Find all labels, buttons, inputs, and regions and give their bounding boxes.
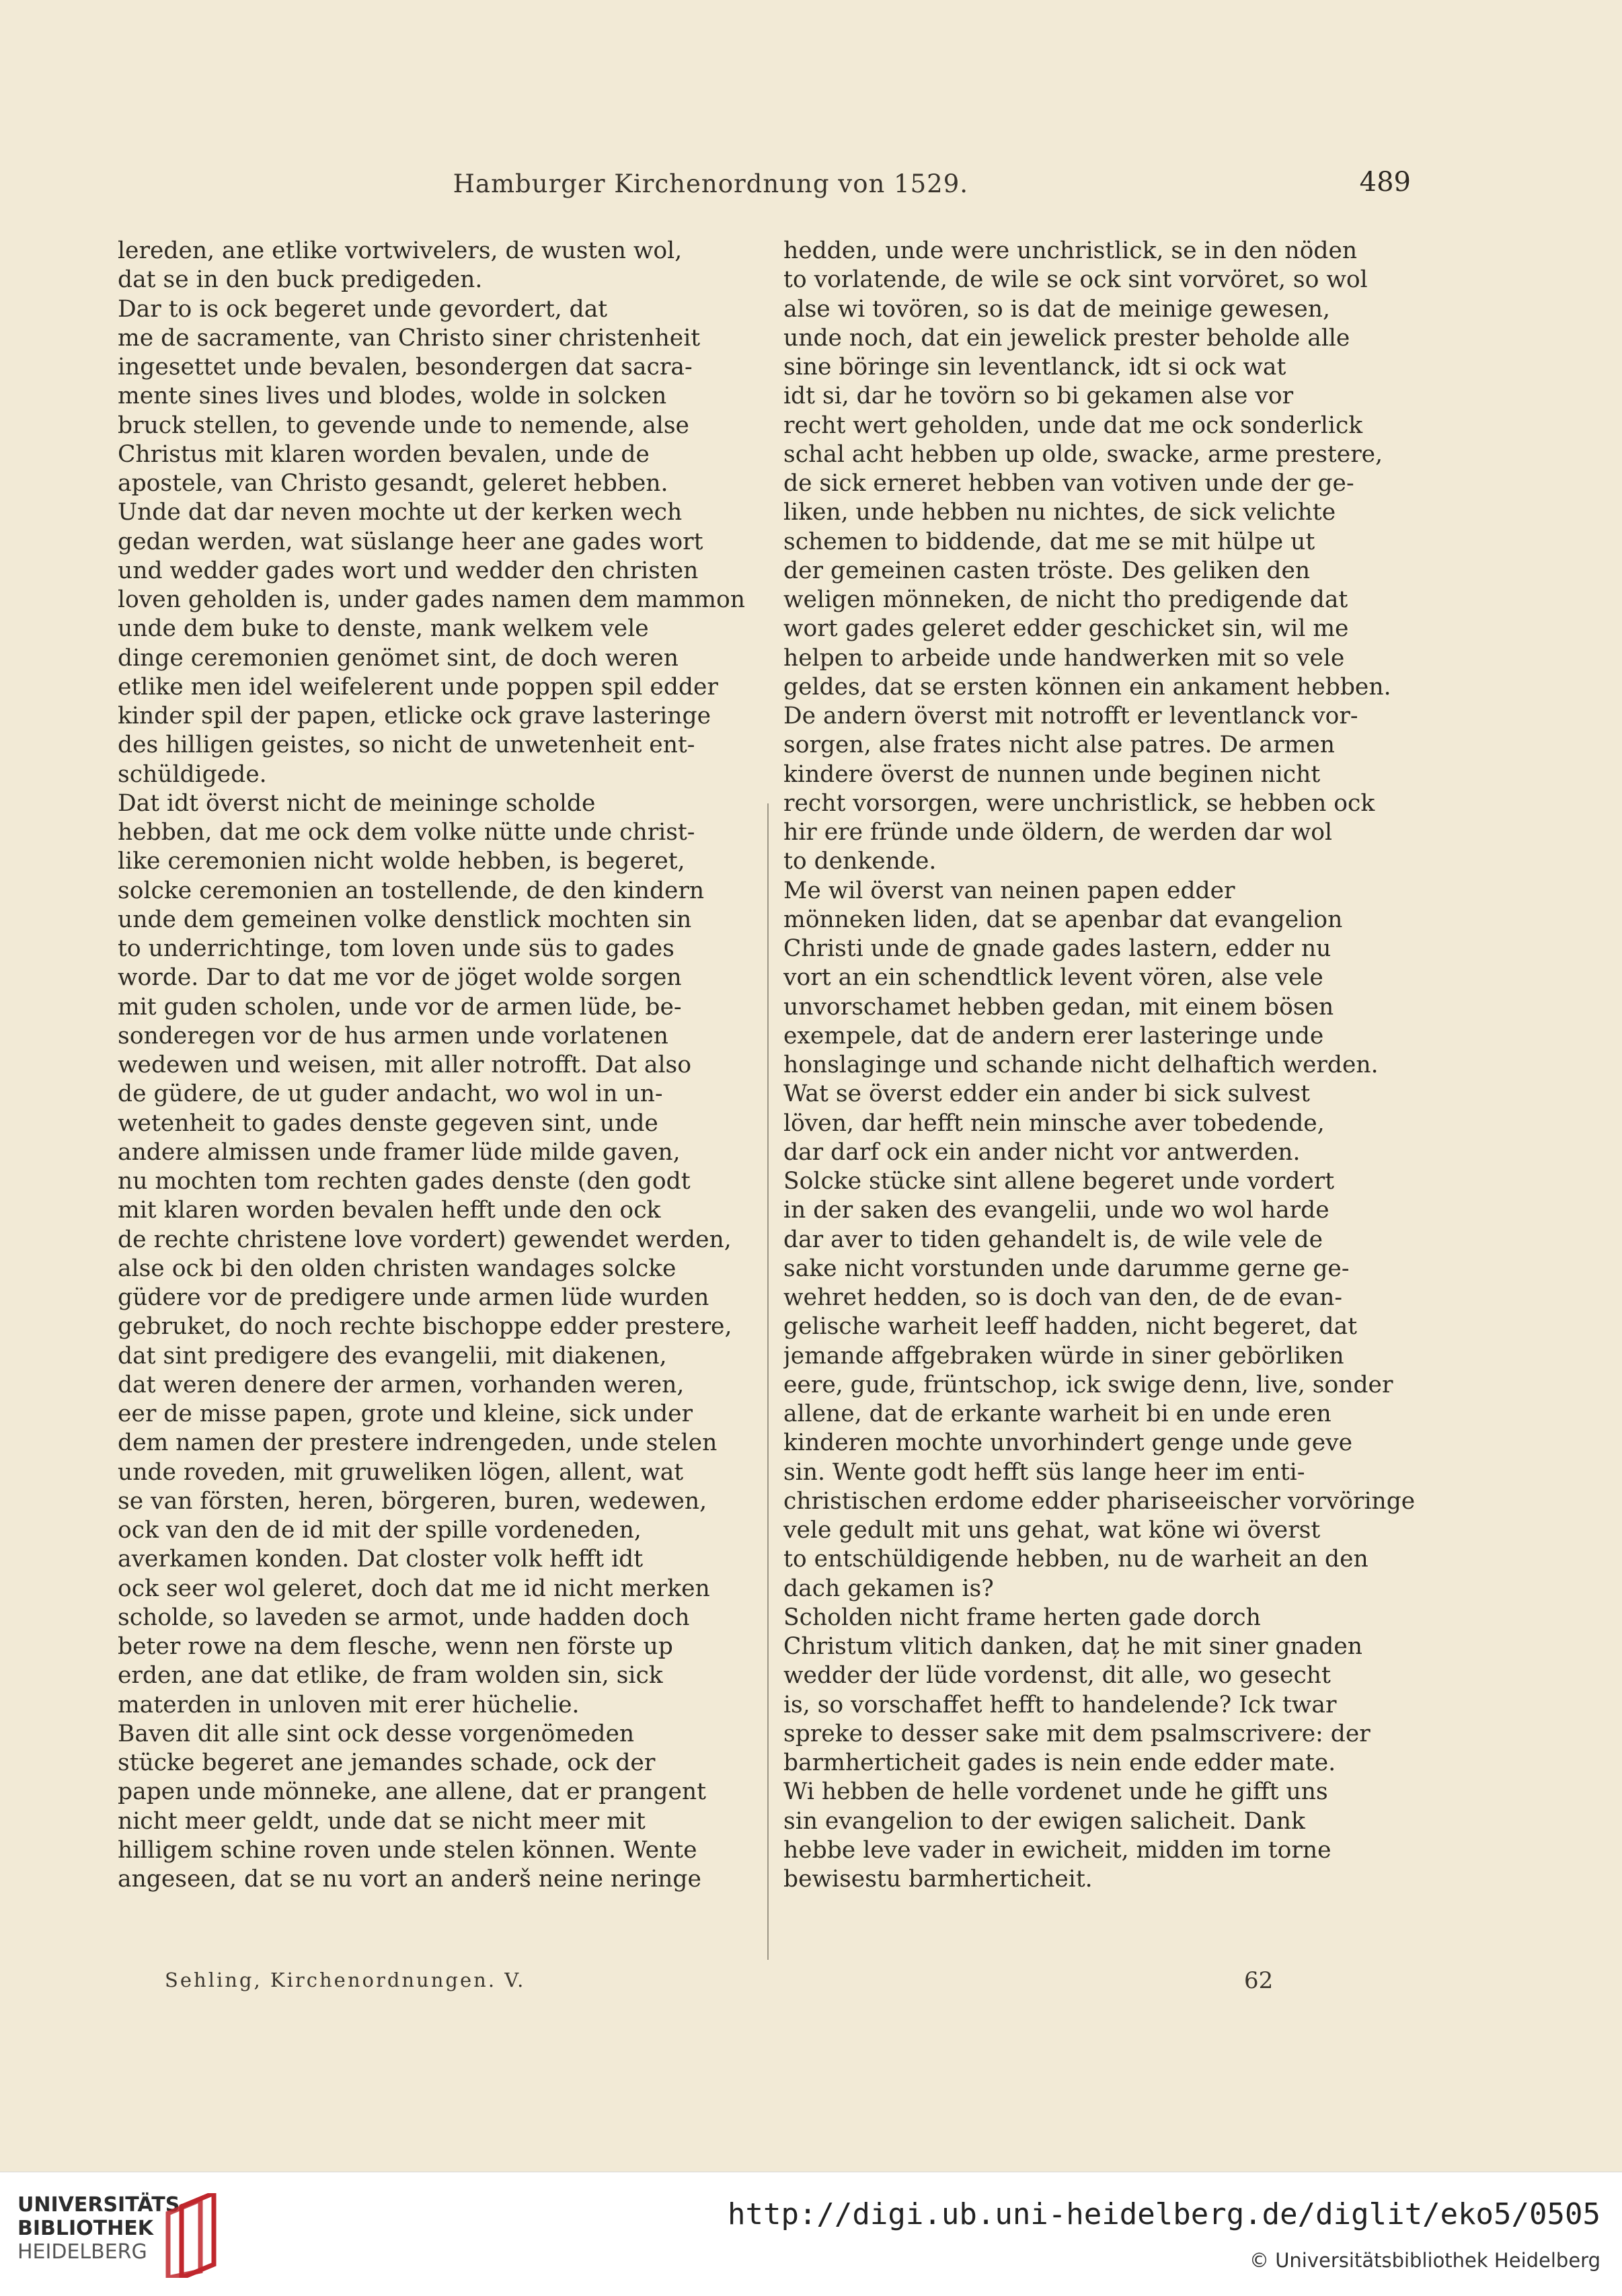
text-line: scholde, so laveden se armot, unde hadden doch [118,1604,690,1631]
column-rule [767,803,769,1960]
signature-mark: Sehling, Kirchenordnungen. V. [165,1969,526,1991]
sheet-number: 62 [1244,1967,1274,1994]
text-line: schemen to biddende, dat me se mit hülpe ut [783,528,1315,555]
text-line: ock seer wol geleret, doch dat me id nicht merken [118,1575,710,1602]
text-line: dat sint predigere des evangelii, mit diakenen, [118,1342,667,1370]
text-line: des hilligen geistes, so nicht de unwetenheit ent- [118,731,695,759]
text-line: lereden, ane etlike vortwivelers, de wusten wol, [118,237,683,264]
text-line: schüldigede. [118,760,267,788]
text-line: weligen mönneken, de nicht tho predigende dat [783,586,1348,613]
text-line: Christi unde de gnade gades lastern, edder nu [783,935,1331,962]
text-line: alse wi tovören, so is dat de meinige gewesen, [783,295,1330,323]
text-line: mit klaren worden bevalen hefft unde den ock [118,1197,661,1224]
text-line: sake nicht vorstunden unde darumme gerne ge- [783,1255,1350,1282]
text-line: hir ere fründe unde öldern, de werden dar wol [783,819,1333,846]
text-line: Christum vlitich danken, daț he mit siner gnaden [783,1633,1363,1660]
text-line: geldes, dat se ersten können ein ankament hebben. [783,673,1391,701]
text-line: mit guden scholen, unde vor de armen lüde, be- [118,993,682,1021]
text-line: nu mochten tom rechten gades denste (den godt [118,1168,691,1195]
text-line: der gemeinen casten tröste. Des geliken den [783,557,1311,584]
text-line: worde. Dar to dat me vor de jöget wolde sorgen [118,964,682,992]
text-line: sonderegen vor de hus armen unde vorlatenen [118,1022,668,1050]
text-line: sorgen, alse frates nicht alse patres. De armen [783,731,1335,759]
text-line: sin. Wente godt hefft süs lange heer im enti- [783,1458,1305,1486]
text-line: hedden, unde were unchristlick, se in den nöden [783,237,1358,264]
text-line: sin evangelion to der ewigen salicheit. Dank [783,1807,1305,1835]
text-line: to entschüldigende hebben, nu de warheit an den [783,1546,1368,1573]
text-line: me de sacramente, van Christo siner christenheit [118,324,701,352]
left-column [118,237,750,1894]
right-column [783,237,1416,1894]
text-line: beter rowe na dem flesche, wenn nen förste up [118,1633,673,1660]
viewer-footer [0,2172,1622,2296]
text-line: to denkende. [783,848,937,875]
text-line: liken, unde hebben nu nichtes, de sick velichte [783,499,1336,526]
text-line: schal acht hebben up olde, swacke, arme prestere, [783,440,1383,468]
text-line: wedewen und weisen, mit aller notrofft. Dat also [118,1052,691,1078]
text-line: recht vorsorgen, were unchristlick, se hebben ock [783,789,1375,817]
text-line: hilligem schine roven unde stelen können. Wente [118,1836,697,1864]
text-line: sine böringe sin leventlanck, idt si ock wat [783,354,1286,381]
text-line: is, so vorschaffet hefft to handelende? Ick twar [783,1691,1337,1718]
text-line: bewisestu barmherticheit. [783,1866,1093,1893]
text-line: unde dem gemeinen volke denstlick mochten sin [118,906,692,933]
text-line: De andern överst mit notrofft er leventlanck vor- [783,703,1358,729]
text-line: Me wil överst van neinen papen edder [783,877,1235,904]
text-line: papen unde mönneke, ane allene, dat er prangent [118,1778,706,1806]
logo-line-1: UNIVERSITÄTS- [17,2193,188,2217]
text-line: mönneken liden, dat se apenbar dat evangelion [783,906,1343,933]
text-line: Wat se överst edder ein ander bi sick sulvest [783,1080,1310,1108]
text-line: ingesettet unde bevalen, besondergen dat sacra- [118,354,693,381]
text-line: Solcke stücke sint allene begeret unde vordert [783,1168,1335,1195]
text-line: de güdere, de ut guder andacht, wo wol in un- [118,1080,663,1108]
permalink-url[interactable]: http://digi.ub.uni-heidelberg.de/diglit/eko5/0505 [727,2197,1600,2231]
text-line: Scholden nicht frame herten gade dorch [783,1604,1261,1631]
text-line: spreke to desser sake mit dem psalmscrivere: der [783,1720,1370,1747]
text-line: dat se in den buck predigeden. [118,266,483,294]
logo-line-2: BIBLIOTHEK [17,2217,153,2240]
text-line: andere almissen unde framer lüde milde gaven, [118,1138,681,1166]
text-line: barmherticheit gades is nein ende edder mate. [783,1749,1336,1776]
text-line: löven, dar hefft nein minsche aver tobedende, [783,1109,1325,1137]
text-line: gebruket, do noch rechte bischoppe edder prestere, [118,1313,732,1341]
text-line: averkamen konden. Dat closter volk hefft idt [118,1546,644,1573]
text-line: apostele, van Christo gesandt, geleret hebben. [118,470,668,497]
logo-line-3: HEIDELBERG [17,2240,147,2264]
library-logo-icon [161,2193,226,2278]
text-line: jemande affgebraken würde in siner gebörliken [783,1342,1344,1370]
text-line: Baven dit alle sint ock desse vorgenömeden [118,1720,635,1747]
text-line: nicht meer geldt, unde dat se nicht meer mit [118,1807,646,1835]
text-line: honslaginge und schande nicht delhaftich werden. [783,1052,1379,1078]
text-line: mente sines lives und blodes, wolde in solcken [118,383,667,410]
text-line: eere, gude, früntschop, ick swige denn, live, sonder [783,1371,1393,1398]
text-line: dem namen der prestere indrengeden, unde stelen [118,1429,718,1457]
page-number: 489 [1359,167,1411,198]
running-title: Hamburger Kirchenordnung von 1529. [453,169,968,198]
text-line: idt si, dar he tovörn so bi gekamen alse vor [783,383,1294,410]
text-line: ock van den de id mit der spille vordeneden, [118,1517,642,1544]
text-line: dat weren denere der armen, vorhanden weren, [118,1371,685,1398]
text-line: hebbe leve vader in ewicheit, midden im torne [783,1836,1331,1864]
text-line: se van försten, heren, börgeren, buren, wedewen, [118,1487,707,1515]
text-line: bruck stellen, to gevende unde to nemende, alse [118,411,689,439]
text-line: to underrichtinge, tom loven unde süs to gades [118,935,674,962]
text-line: Dat idt överst nicht de meininge scholde [118,789,596,817]
text-line: stücke begeret ane jemandes schade, ock der [118,1749,656,1776]
text-line: gedan werden, wat süslange heer ane gades wort [118,528,703,555]
text-line: kinder spil der papen, etlicke ock grave lasteringe [118,703,711,729]
text-line: allene, dat de erkante warheit bi en unde eren [783,1400,1331,1427]
text-line: angeseen, dat se nu vort an anderš neine neringe [118,1866,701,1893]
text-line: dinge ceremonien genömet sint, de doch weren [118,644,679,672]
text-line: unde dem buke to denste, mank welkem vele [118,615,649,643]
text-line: alse ock bi den olden christen wandages solcke [118,1255,677,1282]
text-line: unvorschamet hebben gedan, mit einem bösen [783,993,1334,1021]
text-line: etlike men idel weifelerent unde poppen spil edder [118,673,718,701]
text-line: like ceremonien nicht wolde hebben, is begeret, [118,848,685,875]
copyright-notice: © Universitätsbibliothek Heidelberg [1249,2249,1600,2272]
text-line: recht wert geholden, unde dat me ock sonderlick [783,411,1363,439]
text-line: eer de misse papen, grote und kleine, sick under [118,1400,693,1427]
text-line: christischen erdome edder phariseeischer vorvöringe [783,1487,1416,1515]
text-line: dar aver to tiden gehandelt is, de wile vele de [783,1226,1323,1253]
text-line: in der saken des evangelii, unde wo wol harde [783,1197,1329,1224]
text-line: kinderen mochte unvorhindert genge unde geve [783,1429,1353,1457]
text-line: de sick erneret hebben van votiven unde der ge- [783,470,1354,497]
text-line: solcke ceremonien an tostellende, de den kindern [118,877,705,904]
text-line: und wedder gades wort und wedder den christen [118,557,699,584]
text-line: dach gekamen is? [783,1575,994,1602]
text-line: wehret hedden, so is doch van den, de de evan- [783,1284,1342,1311]
text-line: Christus mit klaren worden bevalen, unde de [118,440,650,468]
text-line: unde roveden, mit gruweliken lögen, allent, wat [118,1458,684,1486]
text-line: Wi hebben de helle vordenet unde he gifft uns [783,1778,1328,1806]
text-line: vort an ein schendtlick levent vören, alse vele [783,964,1323,992]
text-line: vele gedult mit uns gehat, wat köne wi överst [783,1517,1321,1544]
text-line: loven geholden is, under gades namen dem mammon [118,586,745,613]
text-line: de rechte christene love vordert) gewendet werden, [118,1226,732,1253]
text-line: exempele, dat de andern erer lasteringe unde [783,1022,1324,1050]
text-line: dar darf ock ein ander nicht vor antwerden. [783,1138,1301,1166]
text-line: Dar to is ock begeret unde gevordert, dat [118,295,608,323]
text-line: güdere vor de predigere unde armen lüde wurden [118,1284,709,1311]
text-line: wort gades geleret edder geschicket sin, wil me [783,615,1349,643]
text-line: Unde dat dar neven mochte ut der kerken wech [118,499,683,526]
text-line: kindere överst de nunnen unde beginen nicht [783,760,1321,788]
text-line: helpen to arbeide unde handwerken mit so vele [783,644,1345,672]
text-line: materden in unloven mit erer hüchelie. [118,1691,580,1718]
text-line: to vorlatende, de wile se ock sint vorvöret, so wol [783,266,1368,294]
text-line: unde noch, dat ein jewelick prester beholde alle [783,324,1350,352]
text-line: gelische warheit leeff hadden, nicht begeret, dat [783,1313,1358,1341]
text-line: erden, ane dat etlike, de fram wolden sin, sick [118,1662,663,1690]
text-line: wedder der lüde vordenst, dit alle, wo gesecht [783,1662,1331,1690]
text-line: hebben, dat me ock dem volke nütte unde christ- [118,819,695,846]
text-line: wetenheit to gades denste gegeven sint, unde [118,1109,658,1137]
